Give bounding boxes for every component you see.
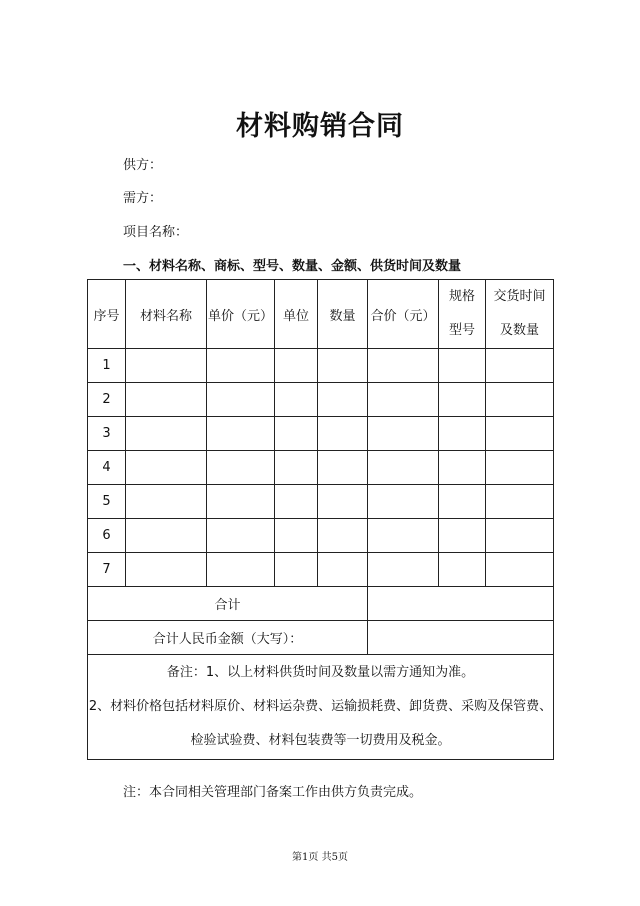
cell-material[interactable] [126,451,207,485]
sum-label: 合计 [88,587,368,621]
header-seq: 序号 [88,280,126,349]
notes-row [88,655,554,760]
header-unit: 单位 [275,280,318,349]
note-line-3: 检验试验费、材料包装费等一切费用及税金。 [190,733,451,748]
cell-material[interactable] [126,485,207,519]
cell-material[interactable] [126,519,207,553]
cell-spec[interactable] [439,417,486,451]
cell-total[interactable] [368,383,439,417]
cell-unit-price[interactable] [207,519,275,553]
supplier-label: 供方： [123,158,163,173]
rmb-total-label: 合计人民币金额（大写）： [88,621,368,655]
cell-unit[interactable] [275,417,318,451]
table-row [88,417,554,451]
cell-delivery[interactable] [486,553,554,587]
cell-unit-price[interactable] [207,553,275,587]
header-material: 材料名称 [126,280,207,349]
cell-total[interactable] [368,417,439,451]
cell-qty[interactable] [318,553,368,587]
page-number: 第1页 共5页 [292,852,348,863]
rmb-total-cell[interactable] [368,621,554,655]
cell-delivery[interactable] [486,383,554,417]
cell-qty[interactable] [318,417,368,451]
note-line-1: 备注：1、以上材料供货时间及数量以需方通知为准。 [166,665,475,680]
notes-cell [88,655,554,760]
cell-unit-price[interactable] [207,349,275,383]
cell-spec[interactable] [439,553,486,587]
project-name-label: 项目名称： [123,225,189,240]
row-seq: 7 [88,553,126,587]
sum-value-cell[interactable] [368,587,554,621]
cell-delivery[interactable] [486,451,554,485]
cell-spec[interactable] [439,519,486,553]
cell-spec[interactable] [439,485,486,519]
row-seq: 5 [88,485,126,519]
cell-unit-price[interactable] [207,417,275,451]
note-line-2: 2、材料价格包括材料原价、材料运杂费、运输损耗费、卸货费、采购及保管费、 [88,699,553,714]
header-unit-price: 单价（元） [207,280,275,349]
table-row [88,519,554,553]
cell-spec[interactable] [439,349,486,383]
cell-unit-price[interactable] [207,383,275,417]
cell-unit-price[interactable] [207,485,275,519]
cell-unit[interactable] [275,553,318,587]
header-delivery-line1: 交货时间 [493,289,546,304]
table-header-row [88,280,554,349]
cell-total[interactable] [368,553,439,587]
header-delivery-line2: 及数量 [499,323,539,338]
header-delivery [486,280,554,349]
rmb-total-row [88,621,554,655]
cell-unit[interactable] [275,485,318,519]
table-row [88,485,554,519]
cell-unit[interactable] [275,383,318,417]
cell-unit-price[interactable] [207,451,275,485]
cell-material[interactable] [126,417,207,451]
cell-qty[interactable] [318,451,368,485]
header-qty: 数量 [318,280,368,349]
cell-unit[interactable] [275,349,318,383]
contract-title: 材料购销合同 [236,111,404,142]
row-seq: 6 [88,519,126,553]
cell-qty[interactable] [318,485,368,519]
table-row [88,451,554,485]
cell-qty[interactable] [318,519,368,553]
table-row [88,553,554,587]
row-seq: 2 [88,383,126,417]
cell-spec[interactable] [439,451,486,485]
cell-qty[interactable] [318,349,368,383]
row-seq: 1 [88,349,126,383]
cell-unit[interactable] [275,519,318,553]
header-spec [439,280,486,349]
cell-material[interactable] [126,349,207,383]
table-row [88,349,554,383]
cell-material[interactable] [126,553,207,587]
cell-material[interactable] [126,383,207,417]
footnote: 注：本合同相关管理部门备案工作由供方负责完成。 [123,785,423,800]
cell-total[interactable] [368,485,439,519]
row-seq: 4 [88,451,126,485]
cell-spec[interactable] [439,383,486,417]
cell-qty[interactable] [318,383,368,417]
cell-total[interactable] [368,451,439,485]
cell-delivery[interactable] [486,417,554,451]
cell-delivery[interactable] [486,485,554,519]
sum-row [88,587,554,621]
cell-total[interactable] [368,349,439,383]
header-spec-line1: 规格 [448,289,475,304]
buyer-label: 需方： [123,191,163,206]
header-spec-line2: 型号 [448,323,475,338]
table-row [88,383,554,417]
section-heading: 一、材料名称、商标、型号、数量、金额、供货时间及数量 [123,259,462,274]
header-total: 合价（元） [368,280,439,349]
cell-unit[interactable] [275,451,318,485]
row-seq: 3 [88,417,126,451]
materials-table [87,279,554,760]
cell-delivery[interactable] [486,519,554,553]
cell-delivery[interactable] [486,349,554,383]
cell-total[interactable] [368,519,439,553]
